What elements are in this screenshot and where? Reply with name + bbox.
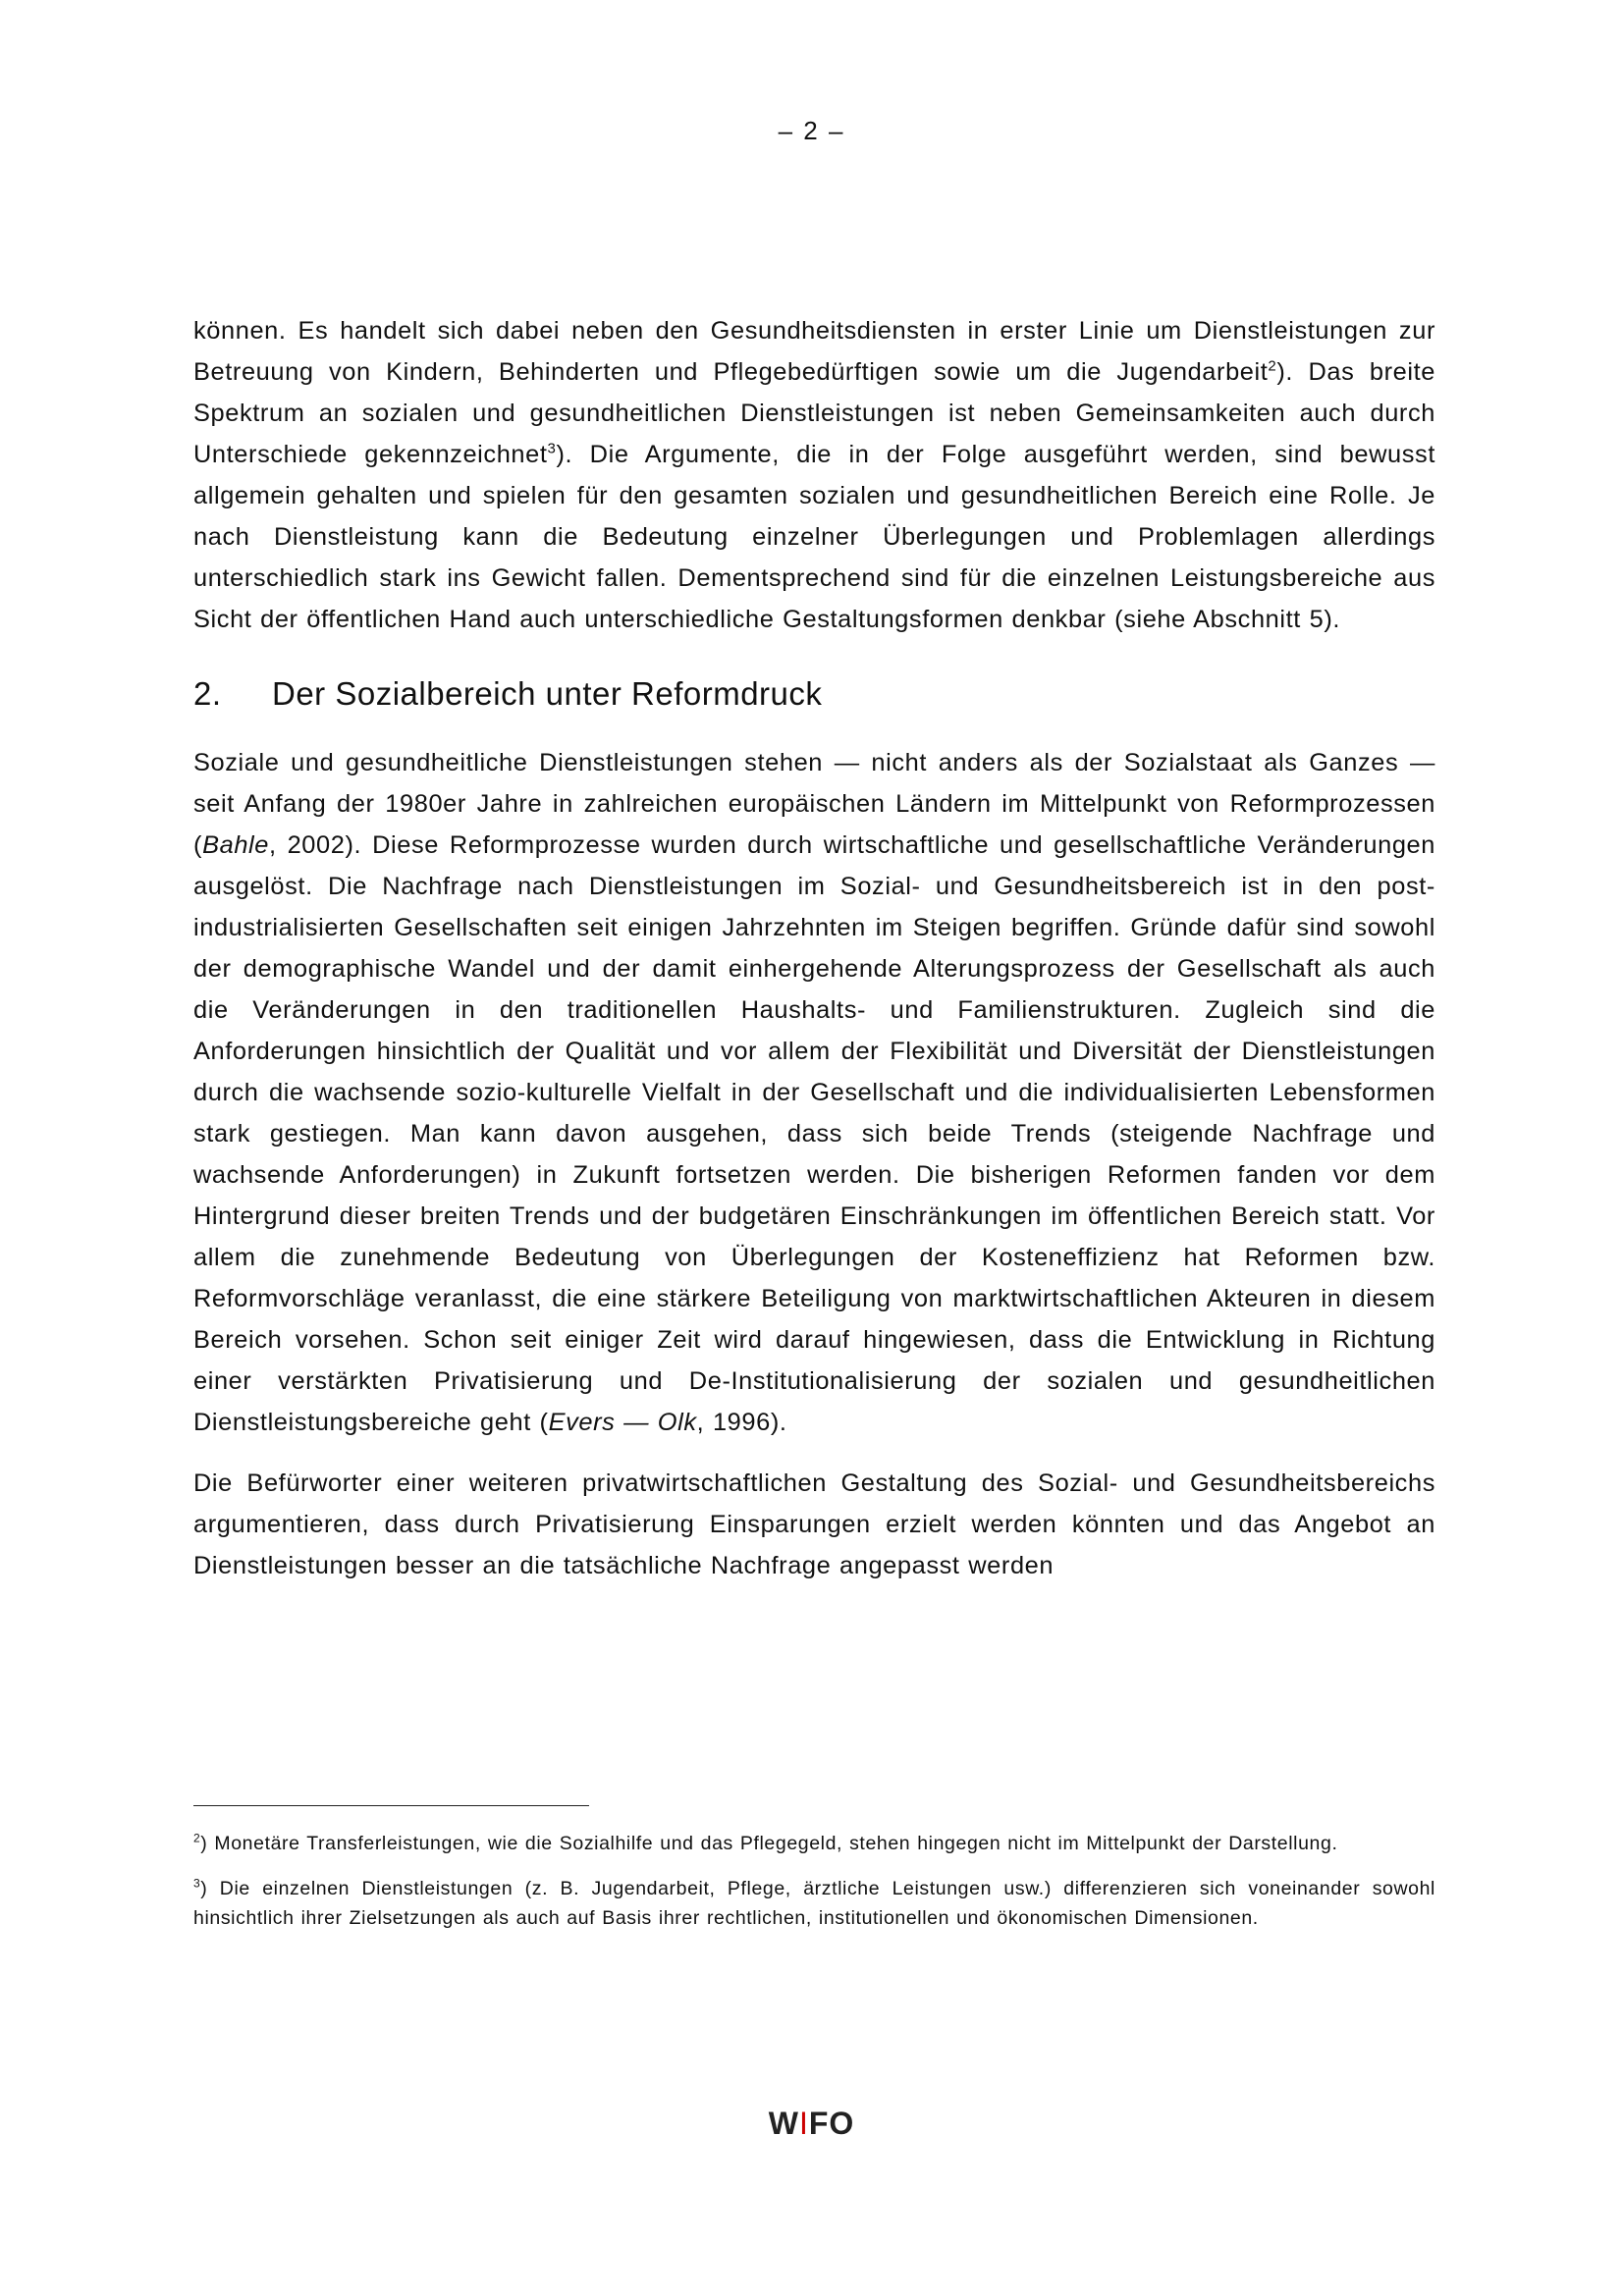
- footnote-ref-3[interactable]: 3: [547, 440, 557, 457]
- footnote-3: [193, 1874, 1435, 1933]
- footnote-text: ) Monetäre Transferleistungen, wie die Sozialhilfe und das Pflegegeld, stehen hingegen nicht im Mittelpunkt der Darstellung.: [200, 1833, 1338, 1854]
- text-run: können. Es handelt sich dabei neben den Gesundheitsdiensten in erster Linie um Dienstleistungen zur Betreuung von Kindern, Behinderten und Pflegebedürftigen sowie um die Jugendarbeit: [193, 317, 1435, 386]
- intro-paragraph: [193, 310, 1435, 640]
- text-run: ). Die Argumente, die in der Folge ausgeführt werden, sind bewusst allgemein gehalten und spielen für den gesamten sozialen und gesundheitlichen Bereich eine Rolle. Je nach Dienstleistung kann die Bedeutung einzelner Überlegungen und Problemlagen allerdings unterschiedlich stark ins Gewicht fallen. Dementsprechend sind für die einzelnen Leistungsbereiche aus Sicht der öffentlichen Hand auch unterschiedliche Gestaltungsformen denkbar (siehe Abschnitt 5).: [193, 441, 1435, 633]
- footnote-2: [193, 1829, 1435, 1858]
- text-run: , 1996).: [696, 1409, 787, 1436]
- footnotes: [193, 1829, 1435, 1949]
- footnote-ref-2[interactable]: 2: [1268, 357, 1277, 375]
- footnote-divider: [193, 1805, 589, 1806]
- body-paragraph: [193, 742, 1435, 1443]
- footnote-marker: 3: [193, 1876, 201, 1891]
- footnote-marker: 2: [193, 1831, 201, 1845]
- section-title: Der Sozialbereich unter Reformdruck: [272, 675, 823, 712]
- logo-part: FO: [808, 2106, 855, 2141]
- text-run: , 2002). Diese Reformprozesse wurden durch wirtschaftliche und gesellschaftliche Veränderungen ausgelöst. Die Nachfrage nach Dienstleistungen im Sozial- und Gesundheitsbereich ist in den post-industrialisierten Gesellschaften seit einigen Jahrzehnten im Steigen begriffen. Gründe dafür sind sowohl der demographische Wandel und der damit einhergehende Alterungsprozess der Gesellschaft als auch die Veränderungen in den traditionellen Haushalts- und Familienstrukturen. Zugleich sind die Anforderungen hinsichtlich der Qualität und vor allem der Flexibilität und Diversität der Dienstleistungen durch die wachsende sozio-kulturelle Vielfalt in der Gesellschaft und die individualisierten Lebensformen stark gestiegen. Man kann davon ausgehen, dass sich beide Trends (steigende Nachfrage und wachsende Anforderungen) in Zukunft fortsetzen werden. Die bisherigen Reformen fanden vor dem Hintergrund dieser breiten Trends und der budgetären Einschränkungen im öffentlichen Bereich statt. Vor allem die zunehmende Bedeutung von Überlegungen der Kosteneffizienz hat Reformen bzw. Reformvorschläge veranlasst, die eine stärkere Beteiligung von marktwirtschaftlichen Akteuren in diesem Bereich vorsehen. Schon seit einiger Zeit wird darauf hingewiesen, dass die Entwicklung in Richtung einer verstärkten Privatisierung und De-Institutionalisierung der sozialen und gesundheitlichen Dienstleistungsbereiche geht (: [193, 831, 1435, 1436]
- text-run: Soziale und gesundheitliche Dienstleistungen stehen — nicht anders als der Sozialstaat als Ganzes — seit Anfang der 1980er Jahre in zahlreichen europäischen Ländern im Mittelpunkt von Reformprozessen (: [193, 749, 1435, 859]
- footnote-text: ) Die einzelnen Dienstleistungen (z. B. Jugendarbeit, Pflege, ärztliche Leistungen usw.) differenzieren sich voneinander sowohl hinsichtlich ihrer Zielsetzungen als auch auf Basis ihrer rechtlichen, institutionellen und ökonomischen Dimensionen.: [193, 1878, 1435, 1929]
- logo-bar: I: [798, 2106, 809, 2141]
- citation-author: Evers — Olk: [548, 1409, 697, 1436]
- main-content: [193, 310, 1435, 1586]
- body-paragraph: Die Befürworter einer weiteren privatwirtschaftlichen Gestaltung des Sozial- und Gesundheitsbereichs argumentieren, dass durch Privatisierung Einsparungen erzielt werden könnten und das Angebot an Dienstleistungen besser an die tatsächliche Nachfrage angepasst werden: [193, 1469, 1435, 1579]
- wifo-logo: [0, 2106, 1623, 2142]
- page-number: – 2 –: [778, 116, 845, 145]
- logo-part: W: [768, 2106, 799, 2141]
- section-heading: [193, 673, 1435, 715]
- citation-author: Bahle: [202, 831, 270, 859]
- text-run: ). Das breite Spektrum an sozialen und gesundheitlichen Dienstleistungen ist neben Gemeinsamkeiten auch durch Unterschiede gekennzeichnet: [193, 358, 1435, 468]
- section-number: 2.: [193, 675, 222, 712]
